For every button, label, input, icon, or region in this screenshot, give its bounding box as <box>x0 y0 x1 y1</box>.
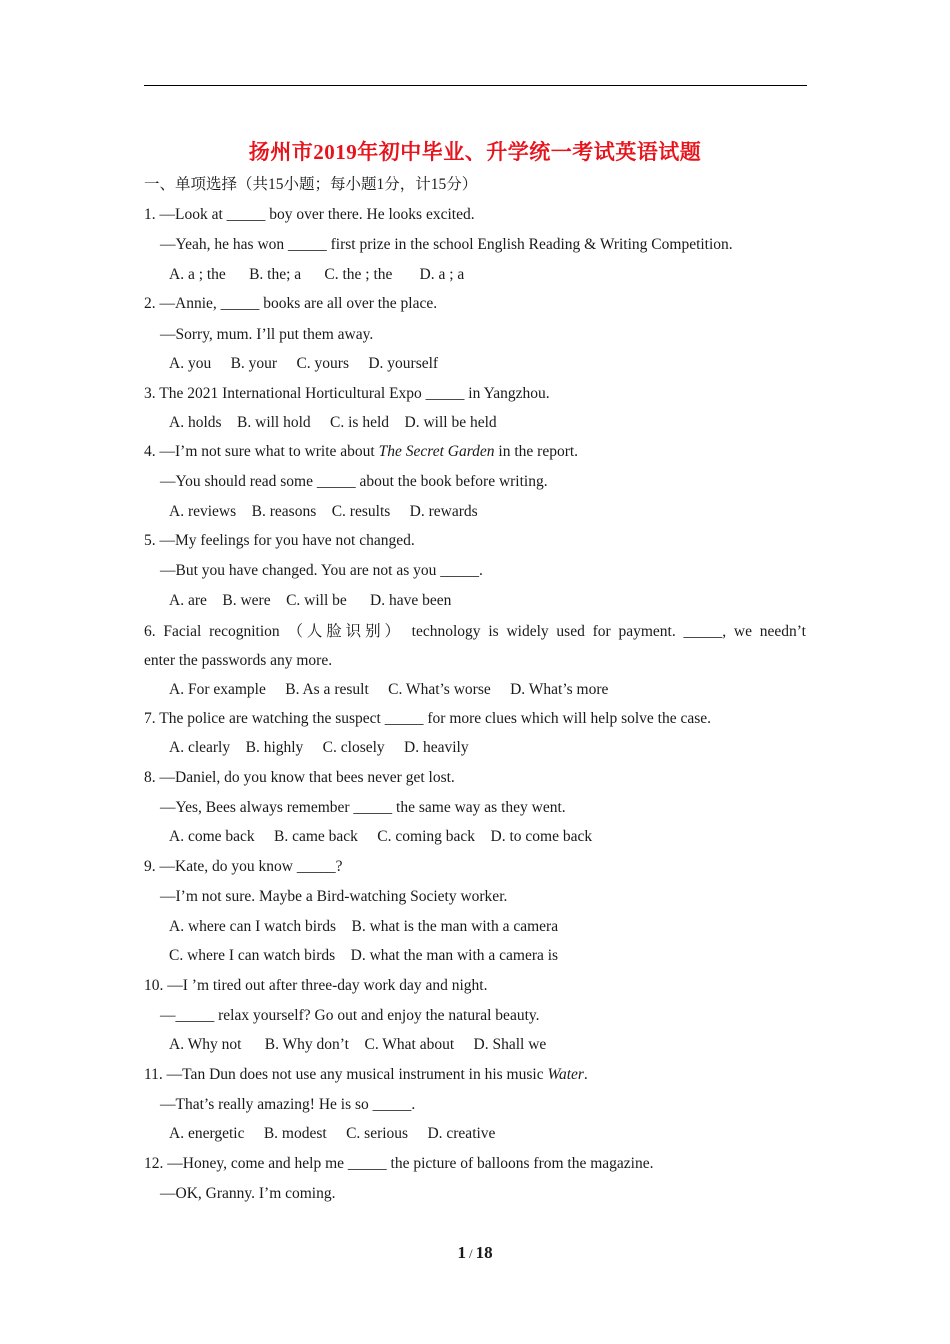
q7-stem <box>144 709 711 729</box>
line-text: A. holds B. will hold C. is held D. will be held <box>169 414 497 431</box>
q4-options <box>169 502 478 522</box>
line-text: A. are B. were C. will be D. have been <box>169 592 452 609</box>
page-current: 1 <box>457 1243 466 1262</box>
q9-reply <box>160 887 507 907</box>
q1-options <box>169 265 464 285</box>
q8-options <box>169 827 592 847</box>
line-text: —That’s really amazing! He is so _____. <box>160 1096 416 1113</box>
line-text: 8. —Daniel, do you know that bees never get lost. <box>144 769 455 786</box>
page-title: 扬州市2019年初中毕业、升学统一考试英语试题 <box>248 140 702 164</box>
line-text: C. where I can watch birds D. what the man with a camera is <box>169 947 559 964</box>
line-text: —_____ relax yourself? Go out and enjoy the natural beauty. <box>160 1007 540 1024</box>
line-text: 4. —I’m not sure what to write about <box>144 443 379 460</box>
q9-stem <box>144 857 342 877</box>
q5-reply <box>160 561 483 581</box>
q2-reply <box>160 325 373 345</box>
q3-options <box>169 413 497 433</box>
line-text: 一、单项选择（共15小题；每小题1分，计15分） <box>144 176 478 193</box>
line-text: A. you B. your C. yours D. yourself <box>169 355 439 372</box>
q6-options <box>169 680 608 700</box>
q6-stem <box>144 622 806 642</box>
q1-stem <box>144 205 475 225</box>
italic-title: The Secret Garden <box>378 443 495 460</box>
line-text: —Yeah, he has won _____ first prize in the school English Reading & Writing Competition. <box>160 236 733 253</box>
line-text: —Yes, Bees always remember _____ the same way as they went. <box>160 799 566 816</box>
line-text: A. come back B. came back C. coming back D. to come back <box>169 828 593 845</box>
line-text: A. reviews B. reasons C. results D. rewards <box>169 503 478 520</box>
line-text: 11. —Tan Dun does not use any musical instrument in his music <box>144 1066 548 1083</box>
line-text: —Sorry, mum. I’ll put them away. <box>160 326 374 343</box>
line-text: A. energetic B. modest C. serious D. creative <box>169 1125 496 1142</box>
line-text: A. where can I watch birds B. what is the man with a camera <box>169 918 559 935</box>
q2-options <box>169 354 438 374</box>
q4-reply <box>160 472 548 492</box>
line-text: 12. —Honey, come and help me _____ the picture of balloons from the magazine. <box>144 1155 654 1172</box>
line-text: 5. —My feelings for you have not changed. <box>144 532 415 549</box>
q11-reply <box>160 1095 415 1115</box>
section-heading <box>144 175 477 195</box>
line-text: —OK, Granny. I’m coming. <box>160 1185 336 1202</box>
page-separator: / <box>468 1246 473 1261</box>
page-number <box>0 1243 950 1263</box>
q12-stem <box>144 1154 654 1174</box>
q4-stem-a <box>144 442 578 462</box>
line-text: 3. The 2021 International Horticultural Expo _____ in Yangzhou. <box>144 385 550 402</box>
line-text: 7. The police are watching the suspect _____ for more clues which will help solve the case. <box>144 710 712 727</box>
italic-title: Water <box>547 1066 584 1083</box>
line-text: —You should read some _____ about the book before writing. <box>160 473 548 490</box>
q10-options <box>169 1035 546 1055</box>
line-text: A. Why not B. Why don’t C. What about D. Shall we <box>169 1036 547 1053</box>
q5-options <box>169 591 451 611</box>
line-text: A. clearly B. highly C. closely D. heavily <box>169 739 469 756</box>
line-text: —I’m not sure. Maybe a Bird-watching Society worker. <box>160 888 508 905</box>
line-text: 10. —I ’m tired out after three-day work day and night. <box>144 977 488 994</box>
q7-options <box>169 738 469 758</box>
q8-reply <box>160 798 566 818</box>
line-text-after: . <box>583 1066 588 1083</box>
q1-reply <box>160 235 733 255</box>
q11-stem-a <box>144 1065 588 1085</box>
q10-reply <box>160 1006 540 1026</box>
page-total: 18 <box>475 1243 493 1262</box>
line-text: 2. —Annie, _____ books are all over the place. <box>144 295 438 312</box>
header-rule <box>144 85 807 86</box>
line-text: 1. —Look at _____ boy over there. He looks excited. <box>144 206 475 223</box>
q10-stem <box>144 976 487 996</box>
q11-options <box>169 1124 495 1144</box>
line-text-after: in the report. <box>494 443 579 460</box>
q6-stem-cont <box>144 651 332 671</box>
line-text: 6. Facial recognition （人脸识别） technology is widely used for payment. _____, we needn’t <box>144 623 806 640</box>
q9-options-cd <box>169 946 558 966</box>
q2-stem <box>144 294 437 314</box>
q8-stem <box>144 768 455 788</box>
line-text: 9. —Kate, do you know _____? <box>144 858 343 875</box>
q9-options-ab <box>169 917 558 937</box>
line-text: A. For example B. As a result C. What’s worse D. What’s more <box>169 681 609 698</box>
line-text: —But you have changed. You are not as you _____. <box>160 562 483 579</box>
line-text: A. a ; the B. the; a C. the ; the D. a ; a <box>169 266 465 283</box>
q3-stem <box>144 384 550 404</box>
line-text: enter the passwords any more. <box>144 652 333 669</box>
q12-reply <box>160 1184 336 1204</box>
q5-stem <box>144 531 415 551</box>
